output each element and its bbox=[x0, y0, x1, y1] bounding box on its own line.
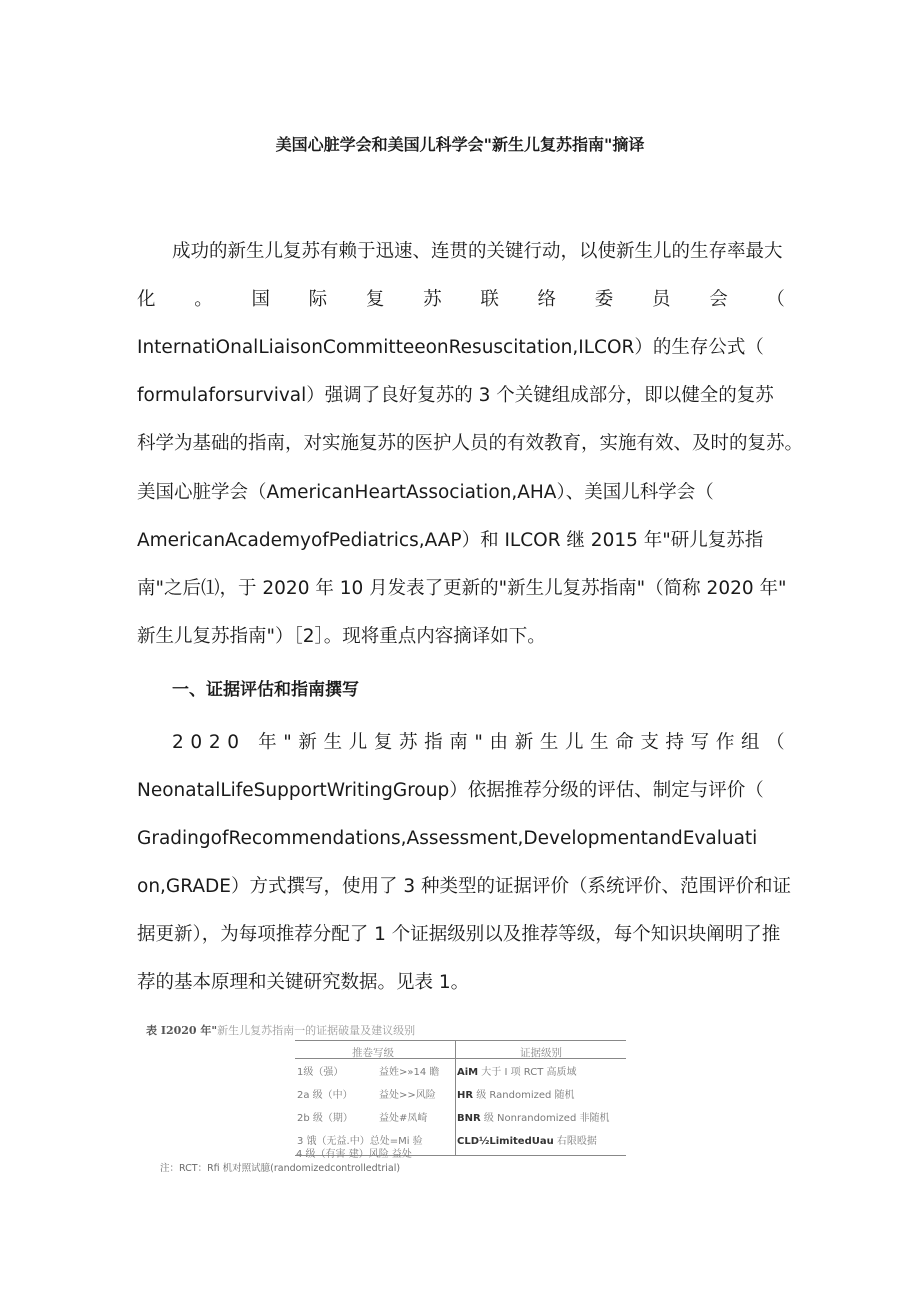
paragraph-2-line-5: 据更新），为每项推荐分配了 1 个证据级别以及推荐等级，每个知识块阐明了推 bbox=[137, 924, 781, 945]
table-cell-evidence-code: BNR bbox=[457, 1113, 481, 1124]
paragraph-2-line-4: on,GRADE）方式撰写，使用了 3 种类型的证据评价（系统评价、范围评价和证 bbox=[137, 876, 791, 897]
paragraph-1-line-6: 美国心脏学会（AmericanHeartAssociation,AHA）、美国儿科学会（ bbox=[137, 482, 714, 503]
table-cell-grade-effect: 益处>>风险 bbox=[379, 1090, 436, 1101]
paragraph-1-line-1: 成功的新生儿复苏有赖于迅速、连贯的关键行动，以使新生儿的生存率最大 bbox=[172, 241, 783, 262]
table-cell-evidence bbox=[457, 1109, 610, 1124]
paragraph-2-line-6: 荐的基本原理和关键研究数据。见表 1。 bbox=[137, 972, 470, 993]
table-cell-evidence-code: AiM bbox=[457, 1067, 479, 1078]
paragraph-1-line-7: AmericanAcademyofPediatrics,AAP）和 ILCOR 继 2015 年"研儿复苏指 bbox=[137, 530, 764, 551]
paragraph-1-line-5: 科学为基础的指南，对实施复苏的医护人员的有效教育，实施有效、及时的复苏。 bbox=[137, 433, 804, 454]
table-cell-evidence-text: 级 Randomized 随机 bbox=[473, 1090, 575, 1101]
table-caption bbox=[146, 1022, 415, 1038]
table-clipped-row bbox=[296, 1148, 454, 1160]
table-cell-evidence-text: 大于 I 项 RCT 高质域 bbox=[478, 1067, 577, 1078]
table-cell-evidence-text: 级 Nonrandomized 非随机 bbox=[480, 1113, 610, 1124]
table-header-recommendation: 推卷写级 bbox=[352, 1047, 394, 1059]
table-column-divider bbox=[455, 1041, 456, 1155]
table-cell-evidence-text: 右限殴据 bbox=[553, 1136, 597, 1147]
paragraph-1-line-2: 化 。 国 际 复 苏 联 络 委 员 会 （ bbox=[137, 289, 785, 310]
paragraph-2-line-1: 2 0 2 0 年 " 新 生 儿 复 苏 指 南 " 由 新 生 儿 生 命 支 持 写 作 组 （ bbox=[172, 732, 785, 753]
table-cell-grade: 3 饿（无益.中）总处=Mi 验 bbox=[297, 1136, 423, 1147]
table-cell-grade: 1级（强） bbox=[297, 1067, 344, 1078]
table-cell-grade: 2a 级（中） bbox=[297, 1090, 353, 1101]
paragraph-2-line-2: NeonatalLifeSupportWritingGroup）依据推荐分级的评估、制定与评价（ bbox=[137, 780, 764, 801]
table-note: 注：RCT：Rfi 机对照试臆(randomizedcontrolledtrial) bbox=[160, 1163, 401, 1174]
table-cell-evidence bbox=[457, 1063, 577, 1078]
table-cell-grade: 2b 级（期） bbox=[297, 1113, 353, 1124]
table-cell-evidence bbox=[457, 1086, 575, 1101]
table-caption-text: 新生儿复苏指南一的证据破量及建议级别 bbox=[217, 1024, 416, 1037]
table-cell-evidence bbox=[457, 1132, 597, 1147]
table-cell-grade: 4 级（有害 建）风险 益处 bbox=[296, 1149, 412, 1160]
table-cell-evidence-code: HR bbox=[457, 1090, 474, 1101]
paragraph-1-line-4: formulaforsurvival）强调了良好复苏的 3 个关键组成部分，即以健全的复苏 bbox=[137, 385, 774, 406]
table-cell-grade-effect: 益处#凤崎 bbox=[379, 1113, 428, 1124]
paragraph-1-line-8: 南"之后⑴，于 2020 年 10 月发表了更新的"新生儿复苏指南"（简称 2020 年" bbox=[137, 578, 787, 599]
table-header-evidence: 证据级别 bbox=[520, 1047, 562, 1059]
table-cell-evidence-code: CLD½LimitedUau bbox=[457, 1136, 554, 1147]
paragraph-1-line-3: InternatiOnalLiaisonCommitteeonResuscitation,ILCOR）的生存公式（ bbox=[137, 337, 764, 358]
document-title: 美国心脏学会和美国儿科学会"新生儿复苏指南"摘译 bbox=[275, 135, 645, 154]
table-cell-grade-effect: 益姓>»14 瞻 bbox=[379, 1067, 440, 1078]
table-caption-prefix: 表 I2020 年" bbox=[146, 1024, 218, 1037]
paragraph-1-line-9: 新生儿复苏指南"）［2］。现将重点内容摘译如下。 bbox=[137, 626, 546, 647]
paragraph-2-line-3: GradingofRecommendations,Assessment,DevelopmentandEvaluati bbox=[137, 828, 758, 849]
table-top-rule bbox=[295, 1040, 626, 1041]
section-heading: 一、证据评估和指南撰写 bbox=[172, 680, 359, 700]
table-header-rule bbox=[295, 1058, 626, 1059]
